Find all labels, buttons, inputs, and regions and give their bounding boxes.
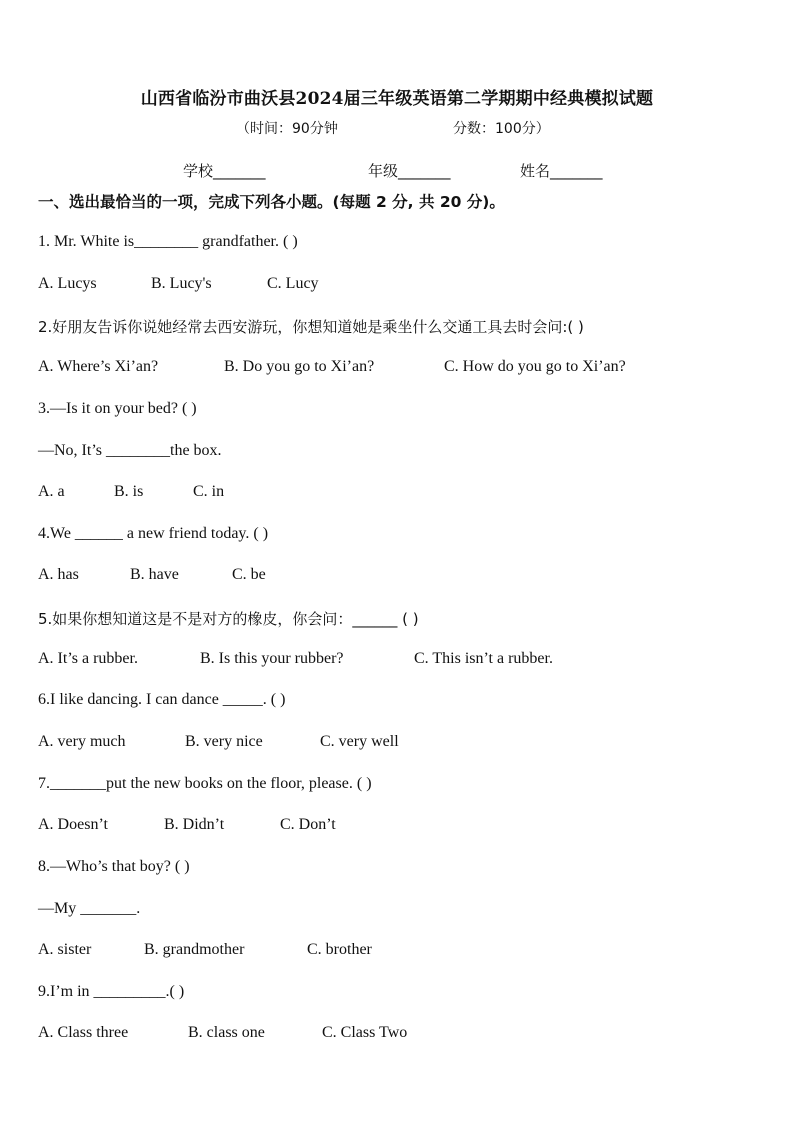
school-field[interactable]: 学校_______ bbox=[183, 162, 266, 180]
option-7a[interactable]: A. Doesn’t bbox=[38, 816, 108, 833]
option-9b[interactable]: B. class one bbox=[188, 1024, 265, 1041]
option-4a[interactable]: A. has bbox=[38, 566, 79, 583]
question-9: 9.I’m in _________.( ) bbox=[38, 983, 185, 1000]
option-3b[interactable]: B. is bbox=[114, 483, 144, 500]
question-2: 2.好朋友告诉你说她经常去西安游玩，你想知道她是乘坐什么交通工具去时会问:( ) bbox=[38, 318, 584, 336]
question-7: 7._______put the new books on the floor, please. ( ) bbox=[38, 775, 372, 792]
option-9c[interactable]: C. Class Two bbox=[322, 1024, 408, 1041]
option-5c[interactable]: C. This isn’t a rubber. bbox=[414, 650, 553, 667]
question-3-answer: —No, It’s ________the box. bbox=[38, 442, 222, 459]
option-3a[interactable]: A. a bbox=[38, 483, 65, 500]
option-8a[interactable]: A. sister bbox=[38, 941, 92, 958]
option-8b[interactable]: B. grandmother bbox=[144, 941, 245, 958]
option-1b[interactable]: B. Lucy's bbox=[151, 275, 212, 292]
question-8-answer: —My _______. bbox=[38, 900, 141, 917]
option-1c[interactable]: C. Lucy bbox=[267, 275, 319, 292]
question-6: 6.I like dancing. I can dance _____. ( ) bbox=[38, 691, 286, 708]
option-6a[interactable]: A. very much bbox=[38, 733, 126, 750]
section-heading: 一、选出最恰当的一项，完成下列各小题。(每题 2 分, 共 20 分)。 bbox=[38, 193, 505, 211]
option-7b[interactable]: B. Didn’t bbox=[164, 816, 225, 833]
question-5: 5.如果你想知道这是不是对方的橡皮，你会问：______ ( ) bbox=[38, 610, 419, 628]
option-3c[interactable]: C. in bbox=[193, 483, 225, 500]
option-6c[interactable]: C. very well bbox=[320, 733, 399, 750]
option-5a[interactable]: A. It’s a rubber. bbox=[38, 650, 138, 667]
option-6b[interactable]: B. very nice bbox=[185, 733, 263, 750]
option-9a[interactable]: A. Class three bbox=[38, 1024, 129, 1041]
exam-title: 山西省临汾市曲沃县2024届三年级英语第二学期期中经典模拟试题 bbox=[140, 89, 654, 109]
exam-time: （时间：90分钟 bbox=[236, 121, 338, 137]
option-4c[interactable]: C. be bbox=[232, 566, 266, 583]
question-4: 4.We ______ a new friend today. ( ) bbox=[38, 525, 269, 542]
question-3: 3.—Is it on your bed? ( ) bbox=[38, 400, 197, 417]
question-8: 8.—Who’s that boy? ( ) bbox=[38, 858, 190, 875]
option-7c[interactable]: C. Don’t bbox=[280, 816, 336, 833]
question-1: 1. Mr. White is________ grandfather. ( ) bbox=[38, 233, 298, 250]
name-field[interactable]: 姓名_______ bbox=[520, 162, 603, 180]
option-8c[interactable]: C. brother bbox=[307, 941, 372, 958]
option-1a[interactable]: A. Lucys bbox=[38, 275, 97, 292]
option-2a[interactable]: A. Where’s Xi’an? bbox=[38, 358, 159, 375]
option-2c[interactable]: C. How do you go to Xi’an? bbox=[444, 358, 626, 375]
grade-field[interactable]: 年级_______ bbox=[368, 162, 451, 180]
exam-score: 分数：100分） bbox=[453, 121, 550, 137]
option-5b[interactable]: B. Is this your rubber? bbox=[200, 650, 344, 667]
option-4b[interactable]: B. have bbox=[130, 566, 179, 583]
option-2b[interactable]: B. Do you go to Xi’an? bbox=[224, 358, 375, 375]
